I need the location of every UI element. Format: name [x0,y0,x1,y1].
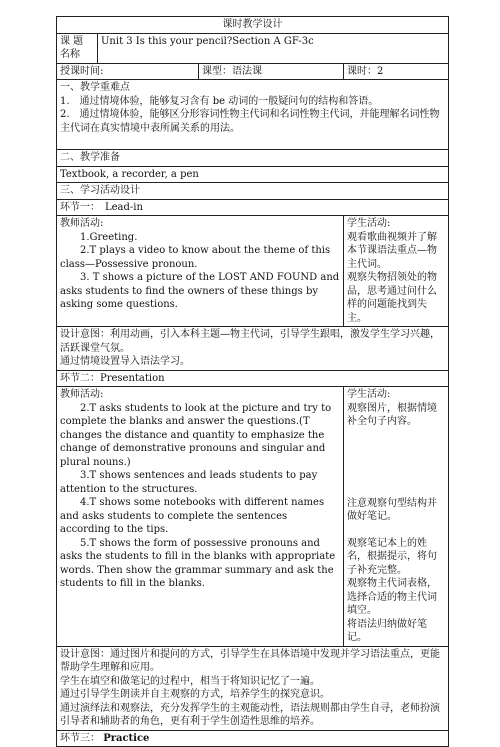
student-activity-label: 学生活动: [347,218,391,229]
hours-label: 课时：2 [344,63,449,80]
design-intent-line: 通过情境设置导入语法学习。 [60,356,190,367]
design-intent-line: 通过引导学生朗读并自主观察的方式，培养学生的探究意识。 [60,689,330,700]
time-label: 授课时间: [57,63,199,80]
step1-student-activities [344,216,449,327]
student-activity-item: 注意观察句型结构并做好笔记。 [347,497,437,522]
student-activity-label: 学生活动: [347,389,391,400]
type-label: 课型：语法课 [199,63,344,80]
teacher-activity-item: 3.T shows sentences and leads students to pay attention to the structures. [60,470,318,495]
student-activity-item: 观察笔记本上的姓名，根据提示，将句子补充完整。 [347,537,437,576]
teacher-activity-label: 教师活动: [60,389,104,400]
teacher-activity-label: 教师活动: [60,218,104,229]
design-intent-line: 学生在填空和做笔记的过程中，相当于将知识记忆了一遍。 [60,675,320,687]
section-key-points [57,80,449,150]
student-activity-item: 将语法归纳做好笔记。 [347,618,427,643]
step2-student-activities [344,387,449,647]
section-preparation [57,150,449,167]
lesson-plan-page [56,16,448,747]
topic-label: 课 题 名称 [57,33,98,63]
teacher-activity-item: 2.T asks students to look at the picture and try to complete the blanks and answer the questions.(T changes the distance and quantity to emphasize the change of demonstrative pronouns and singular and plural nouns.) [60,402,332,468]
key-point-item: 1. 通过情境体验，能够复习含有 be 动词的一般疑问句的结构和答语。 [60,95,379,107]
step2-heading: 环节二：Presentation [57,370,449,387]
document-title: 课时教学设计 [57,17,449,34]
step2-design-intent [57,646,449,730]
design-intent-line: 设计意图：利用动画，引入本科主题—物主代词，引导学生跟唱，激发学生学习兴趣，活跃课堂气氛。 [60,329,440,354]
topic-value: Unit 3 Is this your pencil?Section A GF-3c [98,33,449,63]
preparation-content: Textbook, a recorder, a pen [57,166,449,183]
step3-value: Practice [103,732,150,744]
step2-teacher-activities [57,387,344,647]
student-activity-item: 观察失物招领处的物品，思考通过问什么样的问题能找到失主。 [347,272,437,324]
teacher-activity-item: 3. T shows a picture of the LOST AND FOUND and asks students to find the owners of these things by asking some questions. [60,272,340,310]
student-activity-item: 观察物主代词表格，选择合适的物主代词填空。 [347,578,437,616]
design-intent-line: 设计意图：通过图片和提问的方式，引导学生在具体语境中发现并学习语法重点，更能帮助学生理解和应用。 [60,648,440,673]
teacher-activity-item: 5.T shows the form of possessive pronouns and asks the students to fill in the blanks with appropriate words. Then show the grammar summary and ask the students to fill in the blanks. [60,537,336,589]
teacher-activity-item: 1.Greeting. [80,231,138,243]
section-heading: 二、教学准备 [60,152,120,163]
step1-teacher-activities [57,216,344,327]
section-heading: 一、教学重难点 [60,82,130,93]
step1-design-intent [57,327,449,371]
step3-label: 环节三： [60,732,100,744]
section-heading: 三、学习活动设计 [57,183,449,200]
teacher-activity-item: 2.T plays a video to know about the theme of this class—Possessive pronoun. [60,245,331,270]
student-activity-item: 观看歌曲视频并了解本节课语法重点—物主代词。 [347,231,437,270]
key-point-item: 2. 通过情境体验，能够区分形容词性物主代词和名词性物主代词，并能理解名词性物主代词在真实情境中表所属关系的用法。 [60,109,440,134]
teacher-activity-item: 4.T shows some notebooks with different names and asks students to complete the sentences according to the tips. [60,497,325,535]
step3-heading [57,730,449,747]
lesson-plan-table [56,16,449,747]
design-intent-line: 通过演绎法和观察法，充分发挥学生的主观能动性，语法规则都由学生自寻，老师扮演引导者和辅助者的角色，更有利于学生创造性思维的培养。 [60,702,440,727]
step1-heading: 环节一： Lead-in [57,199,449,216]
student-activity-item: 观察图片，根据情境补全句子内容。 [347,402,437,427]
